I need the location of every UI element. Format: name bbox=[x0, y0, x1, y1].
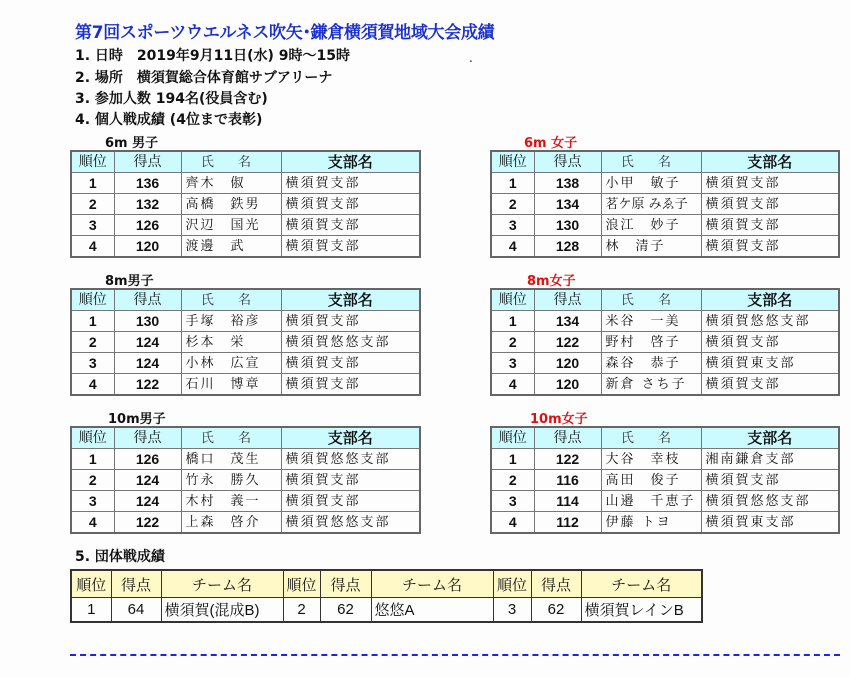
team-results-heading: 5. 団体戦成績 bbox=[75, 549, 165, 565]
cell-score: 124 bbox=[114, 332, 181, 353]
cell-branch: 横須賀支部 bbox=[281, 353, 420, 374]
table-header-row bbox=[71, 151, 420, 173]
caption-10m-women: 10m女子 bbox=[530, 412, 588, 427]
cell-name: 大谷 幸枝 bbox=[601, 449, 701, 470]
table-row bbox=[491, 353, 839, 374]
header-score: 得点 bbox=[534, 427, 601, 449]
info-venue: 2. 場所 横須賀総合体育館サブアリーナ bbox=[75, 70, 333, 86]
cell-branch: 横須賀支部 bbox=[701, 236, 839, 258]
cell-branch: 横須賀支部 bbox=[701, 194, 839, 215]
header-team: チーム名 bbox=[161, 570, 283, 598]
header-name: 氏 名 bbox=[181, 289, 281, 311]
cell-branch: 横須賀支部 bbox=[701, 332, 839, 353]
table-10m-men bbox=[70, 426, 421, 534]
cell-name: 高橋 鉄男 bbox=[181, 194, 281, 215]
table-row bbox=[71, 215, 420, 236]
cell-rank: 2 bbox=[491, 194, 534, 215]
header-score: 得点 bbox=[114, 427, 181, 449]
cell-rank: 1 bbox=[71, 598, 111, 623]
header-score: 得点 bbox=[320, 570, 371, 598]
table-6m-men bbox=[70, 150, 421, 258]
table-row bbox=[491, 194, 839, 215]
cell-branch: 横須賀悠悠支部 bbox=[281, 332, 420, 353]
header-score: 得点 bbox=[111, 570, 161, 598]
table-row bbox=[71, 194, 420, 215]
header-rank: 順位 bbox=[491, 289, 534, 311]
cell-branch: 湘南鎌倉支部 bbox=[701, 449, 839, 470]
cell-branch: 横須賀悠悠支部 bbox=[281, 449, 420, 470]
header-rank: 順位 bbox=[283, 570, 320, 598]
cell-branch: 横須賀悠悠支部 bbox=[701, 311, 839, 332]
header-branch: 支部名 bbox=[701, 289, 839, 311]
cell-score: 126 bbox=[114, 449, 181, 470]
cell-rank: 4 bbox=[491, 512, 534, 534]
cell-rank: 3 bbox=[491, 491, 534, 512]
cell-name: 米谷 一美 bbox=[601, 311, 701, 332]
cell-rank: 1 bbox=[491, 311, 534, 332]
table-row bbox=[491, 491, 839, 512]
cell-score: 122 bbox=[114, 374, 181, 396]
header-rank: 順位 bbox=[493, 570, 531, 598]
header-score: 得点 bbox=[114, 151, 181, 173]
table-row bbox=[491, 374, 839, 396]
cell-name: 高田 俊子 bbox=[601, 470, 701, 491]
table-row bbox=[71, 374, 420, 396]
cell-score: 62 bbox=[531, 598, 581, 623]
cell-name: 小林 広宣 bbox=[181, 353, 281, 374]
info-participants: 3. 参加人数 194名(役員含む) bbox=[75, 91, 268, 107]
cell-score: 122 bbox=[534, 449, 601, 470]
header-name: 氏 名 bbox=[181, 427, 281, 449]
cell-branch: 横須賀支部 bbox=[281, 491, 420, 512]
header-rank: 順位 bbox=[491, 151, 534, 173]
info-individual-heading: 4. 個人戦成績 (4位まで表彰) bbox=[75, 112, 263, 128]
cell-rank: 2 bbox=[71, 194, 114, 215]
cell-name: 伊藤 トヨ bbox=[601, 512, 701, 534]
table-row bbox=[491, 236, 839, 258]
cell-branch: 横須賀支部 bbox=[701, 173, 839, 194]
cell-rank: 3 bbox=[493, 598, 531, 623]
cell-rank: 1 bbox=[491, 173, 534, 194]
caption-6m-women: 6m 女子 bbox=[524, 136, 578, 151]
cell-team: 横須賀(混成B) bbox=[161, 598, 283, 623]
table-row bbox=[71, 449, 420, 470]
page-title: 第7回スポーツウエルネス吹矢･鎌倉横須賀地域大会成績 bbox=[75, 23, 495, 43]
cell-score: 124 bbox=[114, 470, 181, 491]
team-row bbox=[71, 598, 702, 623]
cell-rank: 2 bbox=[491, 470, 534, 491]
cell-rank: 3 bbox=[491, 215, 534, 236]
header-branch: 支部名 bbox=[281, 151, 420, 173]
cell-branch: 横須賀支部 bbox=[281, 470, 420, 491]
header-rank: 順位 bbox=[71, 427, 114, 449]
cell-name: 茗ケ原 みゑ子 bbox=[601, 194, 701, 215]
cell-rank: 1 bbox=[71, 449, 114, 470]
cell-rank: 2 bbox=[71, 470, 114, 491]
table-8m-men bbox=[70, 288, 421, 396]
cell-name: 林 清子 bbox=[601, 236, 701, 258]
cell-branch: 横須賀支部 bbox=[281, 236, 420, 258]
header-score: 得点 bbox=[534, 289, 601, 311]
header-rank: 順位 bbox=[491, 427, 534, 449]
cell-name: 橋口 茂生 bbox=[181, 449, 281, 470]
cell-branch: 横須賀東支部 bbox=[701, 353, 839, 374]
table-row bbox=[71, 470, 420, 491]
cell-score: 134 bbox=[534, 194, 601, 215]
header-name: 氏 名 bbox=[601, 427, 701, 449]
header-rank: 順位 bbox=[71, 289, 114, 311]
cell-rank: 2 bbox=[491, 332, 534, 353]
cell-score: 134 bbox=[534, 311, 601, 332]
cell-branch: 横須賀東支部 bbox=[701, 512, 839, 534]
cell-team: 横須賀レインB bbox=[581, 598, 702, 623]
caption-10m-men: 10m男子 bbox=[108, 412, 166, 427]
cell-branch: 横須賀悠悠支部 bbox=[281, 512, 420, 534]
cell-score: 126 bbox=[114, 215, 181, 236]
cell-rank: 2 bbox=[283, 598, 320, 623]
cell-name: 森谷 恭子 bbox=[601, 353, 701, 374]
table-header-row bbox=[491, 151, 839, 173]
caption-8m-women: 8m女子 bbox=[527, 274, 576, 289]
cell-name: 杉本 栄 bbox=[181, 332, 281, 353]
table-row bbox=[71, 236, 420, 258]
cell-score: 116 bbox=[534, 470, 601, 491]
table-row bbox=[491, 449, 839, 470]
cell-rank: 3 bbox=[71, 215, 114, 236]
table-header-row bbox=[491, 289, 839, 311]
header-branch: 支部名 bbox=[281, 289, 420, 311]
cell-name: 山邉 千恵子 bbox=[601, 491, 701, 512]
cell-rank: 3 bbox=[491, 353, 534, 374]
cell-score: 124 bbox=[114, 491, 181, 512]
cell-name: 小甲 敏子 bbox=[601, 173, 701, 194]
table-row bbox=[491, 173, 839, 194]
header-rank: 順位 bbox=[71, 151, 114, 173]
table-row bbox=[491, 470, 839, 491]
header-score: 得点 bbox=[534, 151, 601, 173]
cell-branch: 横須賀悠悠支部 bbox=[701, 491, 839, 512]
table-row bbox=[491, 215, 839, 236]
table-header-row bbox=[491, 427, 839, 449]
cell-score: 122 bbox=[114, 512, 181, 534]
cell-score: 120 bbox=[114, 236, 181, 258]
cell-branch: 横須賀支部 bbox=[701, 374, 839, 396]
cell-name: 上森 啓介 bbox=[181, 512, 281, 534]
table-row bbox=[491, 512, 839, 534]
cell-team: 悠悠A bbox=[371, 598, 493, 623]
header-name: 氏 名 bbox=[181, 151, 281, 173]
cell-score: 130 bbox=[534, 215, 601, 236]
table-10m-women bbox=[490, 426, 840, 534]
cell-score: 120 bbox=[534, 374, 601, 396]
header-branch: 支部名 bbox=[281, 427, 420, 449]
cell-branch: 横須賀支部 bbox=[281, 194, 420, 215]
cell-name: 木村 義一 bbox=[181, 491, 281, 512]
header-branch: 支部名 bbox=[701, 151, 839, 173]
table-row bbox=[71, 491, 420, 512]
cell-name: 手塚 裕彦 bbox=[181, 311, 281, 332]
table-6m-women bbox=[490, 150, 840, 258]
cell-score: 138 bbox=[534, 173, 601, 194]
cell-score: 120 bbox=[534, 353, 601, 374]
table-row bbox=[71, 332, 420, 353]
header-rank: 順位 bbox=[71, 570, 111, 598]
dashed-divider bbox=[70, 654, 840, 656]
table-row bbox=[71, 353, 420, 374]
header-team: チーム名 bbox=[371, 570, 493, 598]
cell-name: 竹永 勝久 bbox=[181, 470, 281, 491]
table-row bbox=[71, 173, 420, 194]
header-team: チーム名 bbox=[581, 570, 702, 598]
info-date: 1. 日時 2019年9月11日(水) 9時～15時 bbox=[75, 48, 351, 64]
cell-rank: 3 bbox=[71, 491, 114, 512]
stray-period: . bbox=[469, 51, 473, 65]
table-row bbox=[491, 332, 839, 353]
cell-branch: 横須賀支部 bbox=[281, 215, 420, 236]
cell-name: 新倉 さち子 bbox=[601, 374, 701, 396]
header-name: 氏 名 bbox=[601, 289, 701, 311]
cell-name: 野村 啓子 bbox=[601, 332, 701, 353]
cell-name: 浪江 妙子 bbox=[601, 215, 701, 236]
cell-name: 沢辺 国光 bbox=[181, 215, 281, 236]
cell-score: 130 bbox=[114, 311, 181, 332]
table-8m-women bbox=[490, 288, 840, 396]
cell-branch: 横須賀支部 bbox=[701, 470, 839, 491]
cell-branch: 横須賀支部 bbox=[281, 374, 420, 396]
cell-rank: 4 bbox=[491, 374, 534, 396]
cell-rank: 2 bbox=[71, 332, 114, 353]
header-score: 得点 bbox=[114, 289, 181, 311]
cell-rank: 3 bbox=[71, 353, 114, 374]
cell-score: 124 bbox=[114, 353, 181, 374]
cell-rank: 1 bbox=[71, 173, 114, 194]
cell-rank: 4 bbox=[71, 374, 114, 396]
cell-branch: 横須賀支部 bbox=[701, 215, 839, 236]
table-team bbox=[70, 569, 703, 623]
cell-rank: 4 bbox=[71, 512, 114, 534]
cell-rank: 4 bbox=[491, 236, 534, 258]
table-row bbox=[71, 512, 420, 534]
cell-rank: 1 bbox=[71, 311, 114, 332]
cell-score: 132 bbox=[114, 194, 181, 215]
cell-name: 石川 博章 bbox=[181, 374, 281, 396]
team-header-row bbox=[71, 570, 702, 598]
cell-branch: 横須賀支部 bbox=[281, 173, 420, 194]
cell-name: 齊木 俶 bbox=[181, 173, 281, 194]
table-row bbox=[71, 311, 420, 332]
cell-score: 112 bbox=[534, 512, 601, 534]
cell-branch: 横須賀支部 bbox=[281, 311, 420, 332]
cell-name: 渡邊 武 bbox=[181, 236, 281, 258]
cell-rank: 4 bbox=[71, 236, 114, 258]
cell-score: 122 bbox=[534, 332, 601, 353]
cell-rank: 1 bbox=[491, 449, 534, 470]
cell-score: 136 bbox=[114, 173, 181, 194]
cell-score: 62 bbox=[320, 598, 371, 623]
header-name: 氏 名 bbox=[601, 151, 701, 173]
cell-score: 64 bbox=[111, 598, 161, 623]
table-header-row bbox=[71, 289, 420, 311]
table-header-row bbox=[71, 427, 420, 449]
cell-score: 128 bbox=[534, 236, 601, 258]
table-row bbox=[491, 311, 839, 332]
header-score: 得点 bbox=[531, 570, 581, 598]
caption-8m-men: 8m男子 bbox=[105, 274, 154, 289]
caption-6m-men: 6m 男子 bbox=[105, 136, 159, 151]
cell-score: 114 bbox=[534, 491, 601, 512]
header-branch: 支部名 bbox=[701, 427, 839, 449]
